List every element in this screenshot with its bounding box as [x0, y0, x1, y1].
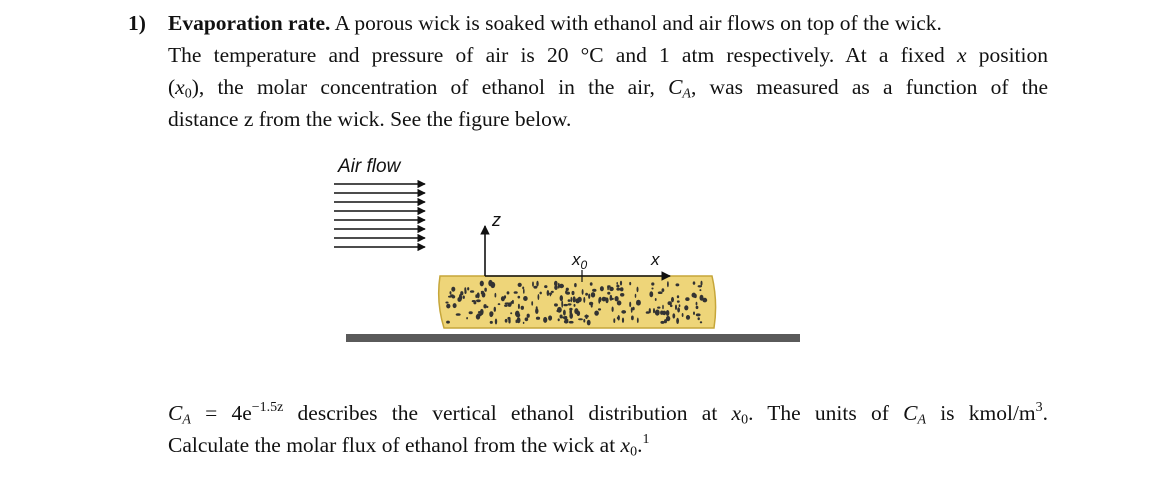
- pore: [531, 301, 533, 306]
- pore: [609, 287, 614, 291]
- pore: [558, 283, 560, 289]
- pore: [651, 288, 653, 290]
- pore: [692, 293, 697, 298]
- pore: [693, 312, 695, 315]
- pore: [617, 301, 622, 306]
- pore: [651, 282, 654, 285]
- pore: [677, 300, 680, 302]
- pore: [585, 314, 587, 319]
- pore: [527, 314, 530, 318]
- pore: [540, 292, 542, 295]
- pore: [560, 315, 563, 319]
- pore: [488, 280, 492, 286]
- pore: [516, 320, 519, 323]
- pore: [551, 291, 554, 293]
- z-axis-label: z: [492, 210, 501, 230]
- pore: [671, 297, 674, 302]
- pore: [543, 317, 547, 323]
- airflow-label: Air flow: [338, 156, 401, 177]
- pore: [495, 293, 497, 298]
- pore: [514, 291, 518, 294]
- pore: [629, 302, 631, 307]
- pore: [600, 286, 604, 291]
- pore: [525, 317, 529, 321]
- pore: [523, 322, 525, 324]
- pore: [587, 320, 591, 326]
- pore: [533, 286, 537, 289]
- pore: [698, 317, 700, 320]
- equation-line-1: $C_A = 4e^{-1.5z}$ describes the vertical ethanol distribution at $x_0$. The units of $C_A$ is kmol/$m^3$.: [168, 399, 1049, 428]
- pore: [472, 300, 476, 302]
- airflow-arrows: [334, 184, 425, 247]
- pore: [508, 318, 510, 323]
- pore: [489, 311, 493, 316]
- base-plate: [346, 334, 800, 342]
- pore: [460, 291, 463, 295]
- pore: [536, 281, 538, 287]
- pore: [658, 291, 663, 294]
- pore: [565, 319, 569, 321]
- pore: [676, 283, 680, 286]
- pore: [554, 281, 558, 287]
- pore: [662, 288, 665, 292]
- pore: [450, 291, 452, 294]
- pore: [453, 303, 457, 308]
- pore: [699, 289, 701, 291]
- pore: [685, 297, 689, 301]
- pore: [544, 285, 547, 288]
- pore: [446, 321, 450, 324]
- pore: [521, 306, 524, 310]
- pore: [572, 291, 575, 295]
- pore: [495, 319, 497, 325]
- problem-line-4: distance z from the wick. See the figure below.: [168, 107, 572, 131]
- pore: [607, 292, 610, 295]
- pore: [578, 318, 583, 320]
- pore: [463, 296, 465, 299]
- pore: [589, 302, 593, 306]
- pore: [591, 292, 595, 297]
- pore: [536, 317, 540, 320]
- pore: [620, 293, 624, 297]
- pore: [655, 298, 657, 301]
- pore: [662, 305, 664, 310]
- pore: [660, 321, 664, 324]
- pore: [490, 321, 493, 324]
- pore: [569, 313, 573, 319]
- pore: [516, 313, 520, 317]
- pore: [484, 288, 487, 292]
- pore: [620, 281, 622, 286]
- pore: [565, 290, 567, 294]
- pore: [577, 311, 581, 316]
- pore: [563, 304, 568, 306]
- pore: [649, 291, 653, 297]
- pore: [476, 314, 480, 320]
- pore: [693, 281, 696, 284]
- pore: [504, 295, 506, 298]
- pore: [476, 299, 481, 302]
- pore: [477, 292, 480, 298]
- pore: [558, 318, 560, 321]
- pore: [518, 296, 521, 299]
- pore: [448, 296, 452, 298]
- pore: [698, 285, 702, 287]
- pore: [666, 310, 670, 316]
- pore: [518, 304, 520, 309]
- pore: [560, 295, 563, 301]
- pore: [616, 288, 620, 291]
- pore: [637, 287, 639, 293]
- pore: [523, 296, 528, 301]
- pore: [504, 304, 508, 307]
- pore: [469, 311, 473, 314]
- pore: [577, 297, 581, 302]
- pore: [684, 305, 688, 310]
- pore: [631, 316, 634, 321]
- pore: [653, 308, 655, 313]
- pore: [620, 287, 624, 291]
- pore: [701, 281, 703, 286]
- pore: [498, 303, 501, 305]
- pore: [573, 296, 576, 302]
- pore: [675, 305, 677, 310]
- pore: [518, 283, 522, 287]
- problem-line-2: The temperature and pressure of air is 20 °C and 1 atm respectively. At a fixed x position: [168, 43, 1048, 67]
- pore: [702, 298, 707, 303]
- footnote-marker: 1: [642, 431, 650, 447]
- pore: [507, 291, 510, 294]
- pore: [607, 287, 609, 290]
- pore: [582, 289, 584, 295]
- pore: [571, 297, 573, 302]
- pore: [686, 315, 690, 320]
- pore: [616, 285, 619, 288]
- pore: [598, 297, 600, 303]
- pore: [668, 301, 672, 305]
- pore: [535, 308, 538, 314]
- pore: [467, 287, 469, 290]
- pore: [562, 316, 565, 318]
- pore: [696, 313, 701, 316]
- pore: [480, 281, 484, 287]
- pore: [569, 308, 572, 311]
- pore: [554, 303, 556, 306]
- pore: [505, 319, 508, 323]
- pore: [451, 287, 455, 292]
- pore: [583, 297, 585, 303]
- pore: [523, 289, 525, 294]
- pore: [452, 295, 456, 298]
- pore: [505, 302, 510, 304]
- pore: [631, 307, 633, 313]
- pore: [483, 304, 486, 308]
- pore: [470, 290, 474, 293]
- pore: [574, 304, 576, 307]
- pore: [682, 313, 684, 317]
- pore: [445, 302, 448, 304]
- pore: [635, 294, 637, 298]
- pore: [569, 321, 574, 324]
- x0-label: $x_0$: [572, 250, 588, 272]
- pore: [662, 311, 666, 316]
- pore: [510, 312, 512, 314]
- pore: [646, 311, 650, 314]
- pore: [480, 309, 484, 315]
- pore: [574, 283, 577, 287]
- problem-line-1: Evaporation rate. A porous wick is soaked with ethanol and air flows on top of the wick.: [168, 11, 942, 35]
- pore: [677, 295, 679, 298]
- pore: [538, 294, 540, 300]
- pore: [446, 304, 450, 309]
- pore: [657, 307, 660, 309]
- pore: [696, 306, 699, 309]
- equation-line-2: Calculate the molar flux of ethanol from the wick at $x_0.^1$: [168, 431, 650, 460]
- x-axis-label: x: [651, 250, 660, 269]
- pore: [655, 310, 660, 316]
- problem-number: 1): [128, 11, 146, 35]
- pore: [696, 302, 698, 306]
- pore: [494, 307, 496, 312]
- pore: [637, 318, 639, 324]
- pore: [568, 299, 571, 302]
- pore: [615, 296, 619, 301]
- pore: [585, 293, 588, 296]
- pore: [621, 310, 626, 314]
- pore: [636, 300, 641, 306]
- pore: [556, 310, 560, 312]
- problem-line-3: $(x_0)$, the molar concentration of ethanol in the air, $C_A$, was measured as a function of the: [168, 75, 1048, 102]
- pore: [605, 297, 608, 303]
- pore: [616, 282, 618, 285]
- pore: [568, 303, 572, 305]
- pore: [613, 318, 615, 323]
- pore: [677, 307, 680, 312]
- pore: [561, 302, 563, 307]
- pore: [612, 307, 614, 312]
- pore: [676, 318, 679, 324]
- pore: [481, 292, 485, 295]
- pore: [563, 310, 566, 316]
- pore: [464, 290, 466, 294]
- pore: [466, 317, 468, 319]
- pore: [598, 308, 601, 310]
- pore: [594, 311, 599, 316]
- pore: [622, 318, 624, 323]
- pore: [590, 282, 593, 286]
- problem-title: Evaporation rate.: [168, 11, 331, 35]
- pore: [672, 313, 675, 318]
- pore: [700, 321, 702, 323]
- pore: [667, 281, 669, 287]
- pore: [583, 319, 585, 323]
- pore: [592, 289, 596, 292]
- pore: [549, 293, 553, 295]
- pore: [617, 317, 619, 320]
- pore: [548, 315, 552, 320]
- exponent: −1.5z: [251, 399, 284, 415]
- pore: [679, 304, 681, 307]
- pore: [486, 306, 488, 308]
- pore: [610, 298, 614, 300]
- pore: [532, 282, 534, 287]
- pore: [588, 294, 590, 299]
- pore: [456, 313, 461, 316]
- pore: [666, 316, 670, 321]
- pore: [629, 282, 631, 285]
- pore: [547, 290, 550, 296]
